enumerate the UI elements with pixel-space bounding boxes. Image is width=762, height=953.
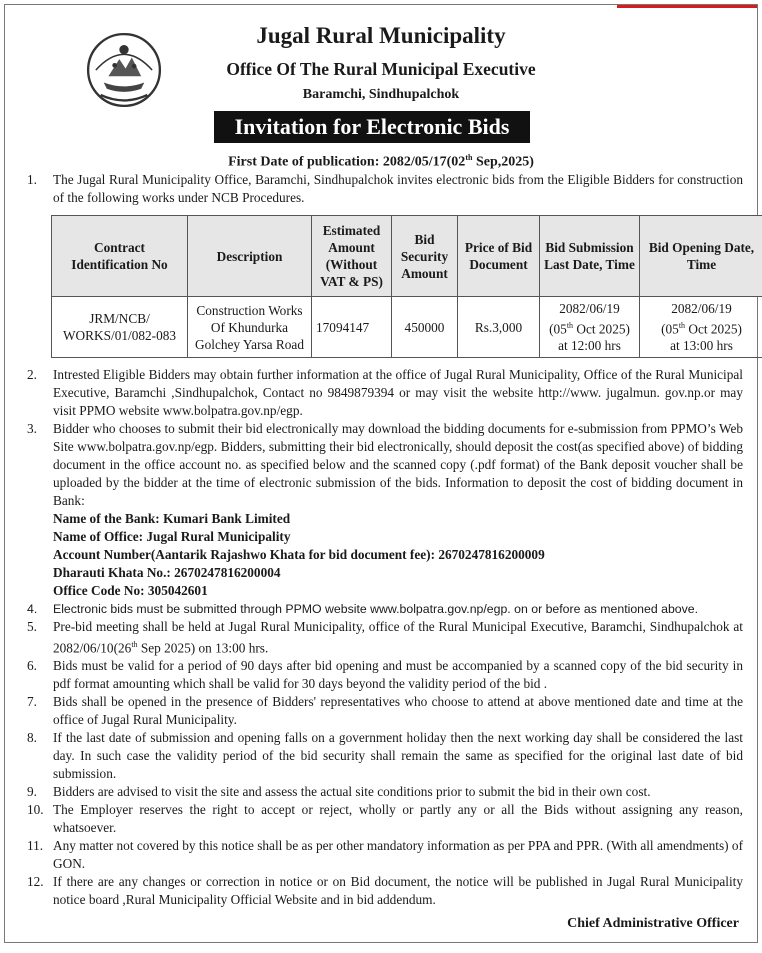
table-row bbox=[52, 297, 762, 358]
clause-7: 7. Bids shall be opened in the presence of Bidders' representatives who choose to attend at above mentioned date and time at the office of Jugal Rural Municipality. bbox=[27, 693, 743, 729]
clause-5: 5. Pre-bid meeting shall be held at Jugal Rural Municipality, office of the Rural Municipal Executive, Baramchi, Sindhupalchok at 2082/06/10(26th Sep 2025) on 13:00 hrs. bbox=[27, 618, 743, 657]
col-submission-date: Bid Submission Last Date, Time bbox=[540, 216, 640, 297]
clause-2: 2. Intrested Eligible Bidders may obtain further information at the office of Jugal Rural Municipality, Office of the Rural Municipal Executive, Baramchi ,Sindhupalchok, Contact no 9849879394 or may visit the website http://www. jugalmun. gov.np.or may visit PPMO website www.bolpatra.gov.np/egp. bbox=[27, 366, 743, 420]
cell-description: Construction Works Of Khundurka Golchey Yarsa Road bbox=[188, 297, 312, 358]
cell-submission: 2082/06/19 (05th Oct 2025) at 12:00 hrs bbox=[540, 297, 640, 358]
cell-estimate: 17094147 bbox=[312, 297, 392, 358]
signature-title: Chief Administrative Officer bbox=[567, 916, 739, 932]
clause-11: 11. Any matter not covered by this notice shall be as per other mandatory information as per PPA and PPR. (With all amendments) of GON. bbox=[27, 837, 743, 873]
cell-price: Rs.3,000 bbox=[458, 297, 540, 358]
cell-contract-id: JRM/NCB/ WORKS/01/082-083 bbox=[52, 297, 188, 358]
col-opening-date: Bid Opening Date, Time bbox=[640, 216, 762, 297]
clause-4: 4. Electronic bids must be submitted through PPMO website www.bolpatra.gov.np/egp. on or before as mentioned above. bbox=[27, 600, 743, 618]
col-contract-id: Contract Identification No bbox=[52, 216, 188, 297]
publication-date: First Date of publication: 2082/05/17(02th Sep,2025) bbox=[5, 153, 757, 171]
clause-8: 8. If the last date of submission and opening falls on a government holiday then the next working day shall be considered the last day. In such case the validity period of the bid security shall remain the same as specified for the original last date of bid submission. bbox=[27, 729, 743, 783]
bank-office-code: Office Code No: 305042601 bbox=[53, 582, 743, 600]
bank-dharauti: Dharauti Khata No.: 2670247816200004 bbox=[53, 564, 743, 582]
cell-security: 450000 bbox=[392, 297, 458, 358]
clause-1: 1. The Jugal Rural Municipality Office, Baramchi, Sindhupalchok invites electronic bids from the Eligible Bidders for construction of the following works under NCB Procedures. bbox=[27, 171, 743, 207]
municipality-title: Jugal Rural Municipality bbox=[5, 23, 757, 49]
notice-page bbox=[4, 4, 758, 943]
office-address: Baramchi, Sindhupalchok bbox=[5, 87, 757, 103]
cell-opening: 2082/06/19 (05th Oct 2025) at 13:00 hrs bbox=[640, 297, 762, 358]
bids-table bbox=[51, 215, 762, 358]
clause-6: 6. Bids must be valid for a period of 90 days after bid opening and must be accompanied by a scanned copy of the bid security in pdf format amounting which shall be valid for 30 days beyond the validity period of the bid . bbox=[27, 657, 743, 693]
notice-banner: Invitation for Electronic Bids bbox=[214, 111, 530, 143]
bank-account: Account Number(Aantarik Rajashwo Khata for bid document fee): 2670247816200009 bbox=[53, 546, 743, 564]
col-price-doc: Price of Bid Document bbox=[458, 216, 540, 297]
col-description: Description bbox=[188, 216, 312, 297]
clause-12: 12. If there are any changes or correction in notice or on Bid document, the notice will be published in Jugal Rural Municipality notice board ,Rural Municipality Official Website and in bid addendum. bbox=[27, 873, 743, 909]
bank-details bbox=[27, 510, 743, 600]
notice-body bbox=[27, 171, 743, 909]
bank-office: Name of Office: Jugal Rural Municipality bbox=[53, 528, 743, 546]
col-estimated-amount: Estimated Amount (Without VAT & PS) bbox=[312, 216, 392, 297]
col-bid-security: Bid Security Amount bbox=[392, 216, 458, 297]
table-header-row bbox=[52, 216, 762, 297]
top-accent-line bbox=[617, 5, 757, 8]
clause-10: 10. The Employer reserves the right to accept or reject, wholly or partly any or all the Bids without assigning any reason, whatsoever. bbox=[27, 801, 743, 837]
clause-3: 3. Bidder who chooses to submit their bid electronically may download the bidding documents for e-submission from PPMO’s Web Site www.bolpatra.gov.np/egp. Bidders, submitting their bid electronically, should deposit the cost(as specified above) of bidding document in the office account no. as specified below and the scanned copy (.pdf format) of the Bank deposit voucher shall be uploaded by the bidder at the time of electronic submission of the bids. Information to deposit the cost of bidding document in Bank: bbox=[27, 420, 743, 510]
bank-name: Name of the Bank: Kumari Bank Limited bbox=[53, 510, 743, 528]
office-title: Office Of The Rural Municipal Executive bbox=[5, 59, 757, 80]
clause-9: 9. Bidders are advised to visit the site and assess the actual site conditions prior to submit the bid in their own cost. bbox=[27, 783, 743, 801]
